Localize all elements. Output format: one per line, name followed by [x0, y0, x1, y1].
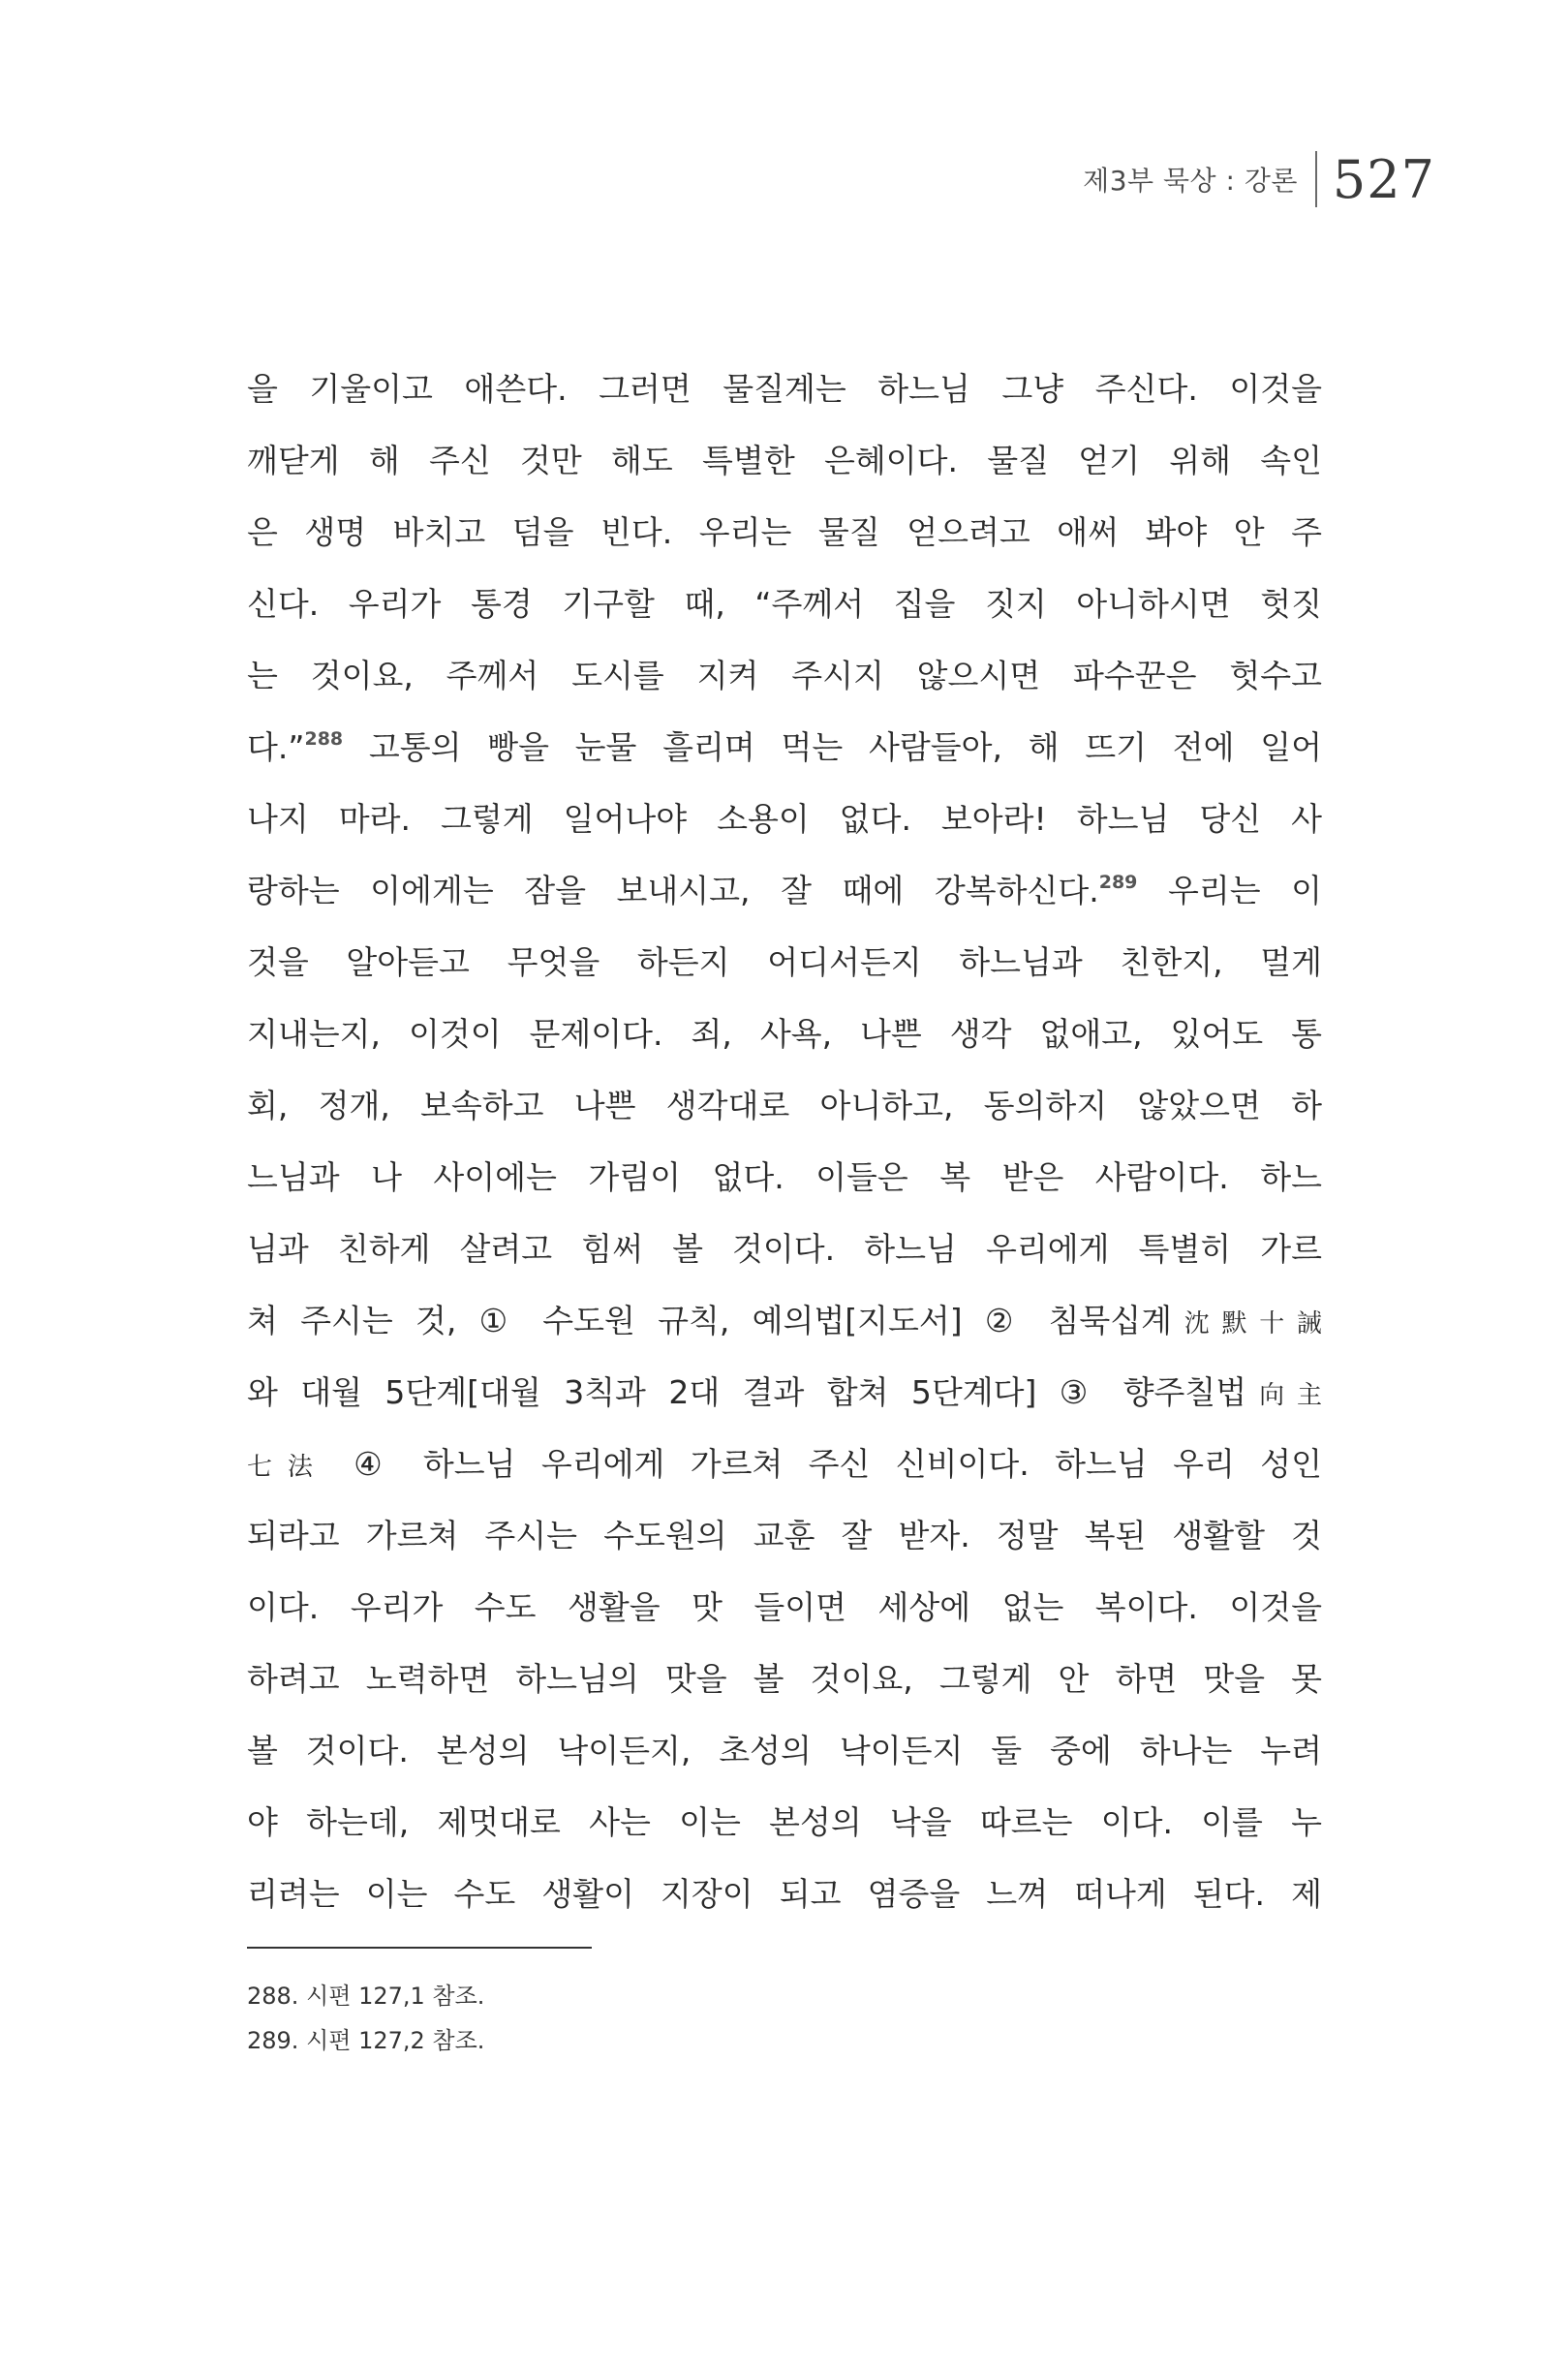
text-segment: 회, 정개, 보속하고 나쁜 생각대로 아니하고, 동의하지 않았으면 하: [247, 1087, 1322, 1124]
text-segment: 은 생명 바치고 덤을 빈다. 우리는 물질 얻으려고 애써 봐야 안 주: [247, 513, 1322, 551]
header-divider: [1315, 151, 1317, 207]
text-line: [247, 1292, 1322, 1364]
text-segment: 랑하는 이에게는 잠을 보내시고, 잘 때에 강복하신다.: [247, 872, 1099, 909]
text-segment: 나지 마라. 그렇게 일어나야 소용이 없다. 보아라! 하느님 당신 사: [247, 800, 1322, 838]
text-segment: 을 기울이고 애쓴다. 그러면 물질계는 하느님 그냥 주신다. 이것을: [247, 370, 1322, 408]
running-head: [1083, 145, 1435, 213]
text-segment: 리려는 이는 수도 생활이 지장이 되고 염증을 느껴 떠나게 된다. 제: [247, 1875, 1322, 1913]
text-line: [247, 432, 1322, 504]
hanja-annotation: 七法: [247, 1453, 328, 1482]
footnote-separator: [247, 1947, 592, 1949]
hanja-annotation: 沈默十誡: [1171, 1309, 1322, 1338]
text-segment: 하려고 노력하면 하느님의 맛을 볼 것이요, 그렇게 안 하면 맛을 못: [247, 1660, 1322, 1698]
page-number: 527: [1332, 148, 1435, 210]
footnote-reference: 289: [1098, 872, 1138, 893]
text-line: [247, 504, 1322, 575]
text-line: [247, 934, 1322, 1005]
text-segment: 다.”: [247, 728, 305, 766]
text-segment: 신다. 우리가 통경 기구할 때, “주께서 집을 짓지 아니하시면 헛짓: [247, 585, 1322, 623]
text-line: [247, 1077, 1322, 1149]
text-line: [247, 1149, 1322, 1220]
text-segment: 야 하는데, 제멋대로 사는 이는 본성의 낙을 따르는 이다. 이를 누: [247, 1803, 1322, 1841]
footnotes: [247, 1974, 1119, 2063]
text-line: [247, 1435, 1322, 1507]
text-line: [247, 1722, 1322, 1794]
section-title: 제3부 묵상 : 강론: [1083, 165, 1298, 197]
text-line: [247, 1507, 1322, 1579]
text-line: [247, 1220, 1322, 1292]
text-segment: 우리는 이: [1137, 872, 1322, 909]
text-segment: ④ 하느님 우리에게 가르쳐 주신 신비이다. 하느님 우리 성인: [327, 1445, 1322, 1483]
text-line: [247, 1005, 1322, 1077]
text-segment: 님과 친하게 살려고 힘써 볼 것이다. 하느님 우리에게 특별히 가르: [247, 1230, 1322, 1268]
hanja-annotation: 向主: [1246, 1381, 1322, 1410]
text-segment: 느님과 나 사이에는 가림이 없다. 이들은 복 받은 사람이다. 하느: [247, 1158, 1322, 1196]
footnote-289: 289. 시편 127,2 참조.: [247, 2027, 485, 2054]
text-line: [247, 1579, 1322, 1650]
footnote-reference: 288: [304, 728, 344, 750]
text-segment: 이다. 우리가 수도 생활을 맛 들이면 세상에 없는 복이다. 이것을: [247, 1588, 1322, 1626]
text-line: [247, 647, 1322, 719]
text-line: [247, 862, 1322, 934]
text-line: [247, 790, 1322, 862]
text-line: [247, 575, 1322, 647]
text-segment: 쳐 주시는 것, ① 수도원 규칙, 예의법[지도서] ② 침묵십계: [247, 1302, 1172, 1339]
text-line: [247, 1794, 1322, 1865]
text-line: [247, 719, 1322, 790]
text-line: [247, 1865, 1322, 1937]
body-text: [247, 360, 1322, 1937]
text-segment: 와 대월 5단계[대월 3칙과 2대 결과 합쳐 5단계다] ③ 향주칠법: [247, 1373, 1247, 1411]
text-segment: 깨닫게 해 주신 것만 해도 특별한 은혜이다. 물질 얻기 위해 속인: [247, 442, 1322, 479]
text-line: [247, 1650, 1322, 1722]
text-segment: 되라고 가르쳐 주시는 수도원의 교훈 잘 받자. 정말 복된 생활할 것: [247, 1517, 1322, 1554]
text-segment: 볼 것이다. 본성의 낙이든지, 초성의 낙이든지 둘 중에 하나는 누려: [247, 1732, 1322, 1769]
text-segment: 지내는지, 이것이 문제이다. 죄, 사욕, 나쁜 생각 없애고, 있어도 통: [247, 1015, 1322, 1053]
footnote-288: 288. 시편 127,1 참조.: [247, 1983, 485, 2010]
text-segment: 는 것이요, 주께서 도시를 지켜 주시지 않으시면 파수꾼은 헛수고: [247, 657, 1322, 694]
text-line: [247, 1364, 1322, 1435]
text-line: [247, 360, 1322, 432]
text-segment: 고통의 빵을 눈물 흘리며 먹는 사람들아, 해 뜨기 전에 일어: [343, 728, 1322, 766]
text-segment: 것을 알아듣고 무엇을 하든지 어디서든지 하느님과 친한지, 멀게: [247, 943, 1322, 981]
